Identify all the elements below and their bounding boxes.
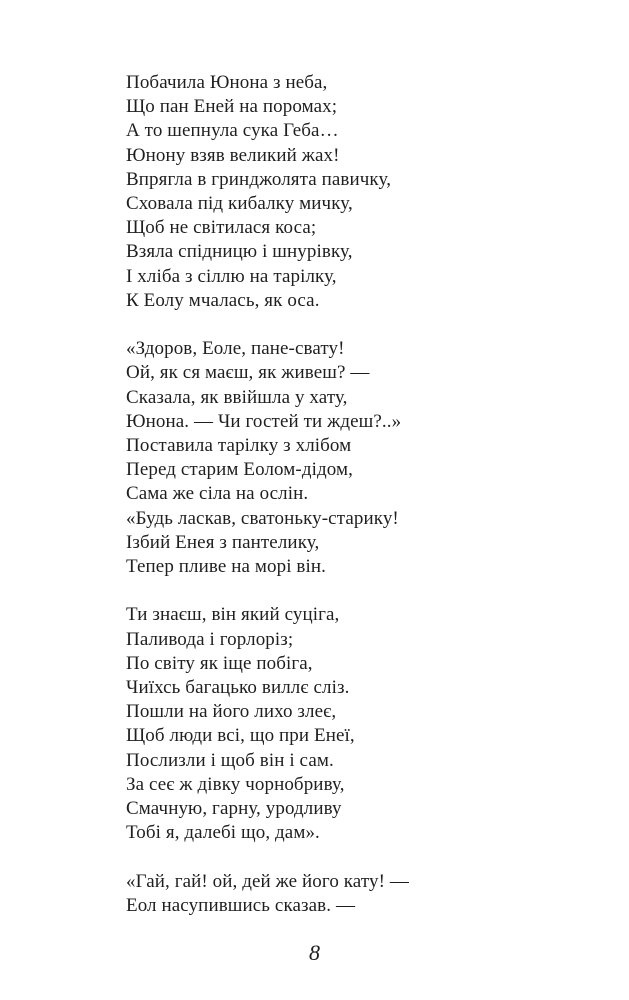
poem-line: Еол насупившись сказав. —	[126, 894, 356, 916]
poem-line: Щоб люди всі, що при Енеї,	[126, 725, 355, 747]
poem-line: Чиїхсь багацько виллє сліз.	[126, 677, 350, 699]
poem-line: К Еолу мчалась, як оса.	[126, 289, 320, 311]
poem-line: Сховала під кибалку мичку,	[126, 193, 353, 215]
poem-line: Юнона. — Чи гостей ти ждеш?..»	[126, 410, 402, 432]
stanza-3	[126, 603, 609, 845]
poem-line: За сеє ж дівку чорнобриву,	[126, 773, 345, 795]
poem-line: Сама же сіла на ослін.	[126, 483, 309, 505]
poem-line: Впрягла в гринджолята павичку,	[126, 168, 392, 190]
poem-line: Тепер пливе на морі він.	[126, 556, 326, 578]
poem-line: Ізбий Енея з пантелику,	[126, 531, 320, 553]
poem-line: Пошли на його лихо злеє,	[126, 701, 337, 723]
poem-line: Щоб не світилася коса;	[126, 217, 317, 239]
poem-line: Юнону взяв великий жах!	[126, 144, 340, 166]
poem-line: Перед старим Еолом-дідом,	[126, 459, 353, 481]
poem-line: Тобі я, далебі що, дам».	[126, 822, 320, 844]
poem-line: «Здоров, Еоле, пане-свату!	[126, 338, 345, 360]
poem-line: «Будь ласкав, сватоньку-старику!	[126, 507, 399, 529]
poem-line: Ой, як ся маєш, як живеш? —	[126, 362, 370, 384]
poem-line: Послизли і щоб він і сам.	[126, 749, 334, 771]
poem-line: По світу як іще побіга,	[126, 652, 313, 674]
stanza-1	[126, 71, 609, 313]
poem-line: Смачную, гарну, уродливу	[126, 798, 342, 820]
poem-line: «Гай, гай! ой, дей же його кату! —	[126, 870, 409, 892]
poem-line: Сказала, як ввійшла у хату,	[126, 386, 348, 408]
poem-line: А то шепнула сука Геба…	[126, 120, 339, 142]
page-number: 8	[309, 940, 320, 965]
poem-line: Паливода і горлоріз;	[126, 628, 294, 650]
poem-line: Ти знаєш, він який суціга,	[126, 604, 340, 626]
stanza-2	[126, 337, 609, 579]
poem-line: Взяла спідницю і шнурівку,	[126, 241, 353, 263]
poem-text-block	[126, 71, 609, 918]
poem-line: Що пан Еней на поромах;	[126, 96, 338, 118]
stanza-4	[126, 870, 609, 918]
poem-line: Поставила тарілку з хлібом	[126, 435, 352, 457]
poem-line: Побачила Юнона з неба,	[126, 72, 328, 93]
poem-line: І хліба з сіллю на тарілку,	[126, 265, 337, 287]
